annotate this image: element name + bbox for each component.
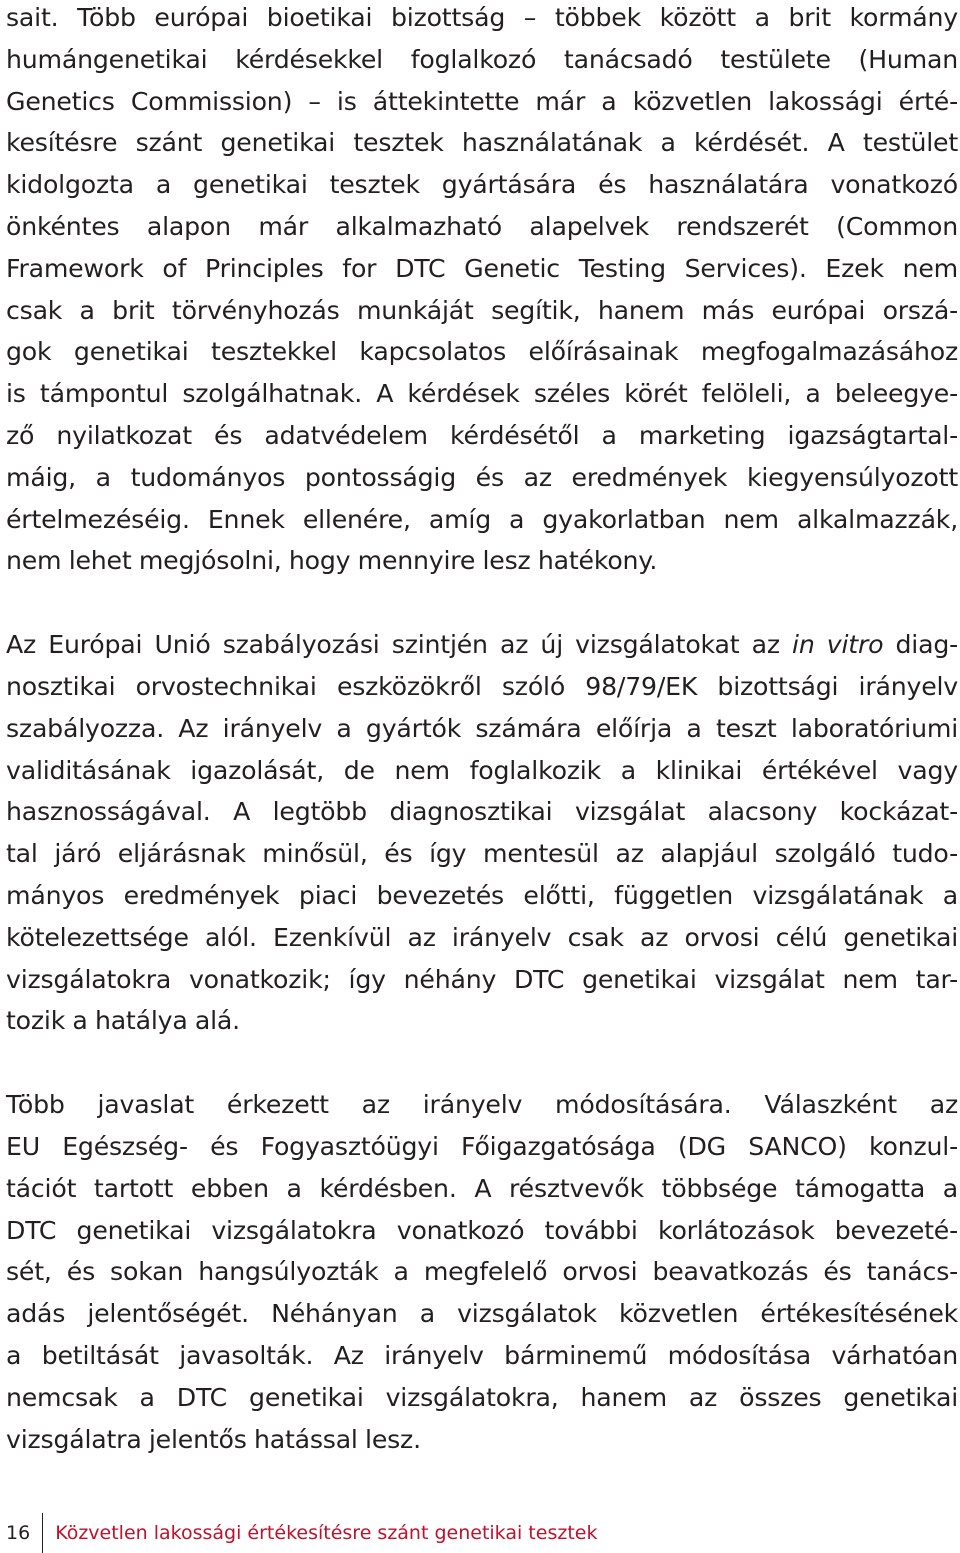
italic-term: in vitro — [792, 630, 884, 660]
paragraph-3-line: adás jelentőségét. Néhányan a vizsgálatok közvetlen értékesítésének — [6, 1299, 958, 1329]
paragraph-3-line: sét, és sokan hangsúlyozták a megfelelő orvosi beavatkozás és tanács- — [6, 1257, 958, 1287]
paragraph-3 — [6, 1084, 958, 1460]
paragraph-1-line: ző nyilatkozat és adatvédelem kérdésétől a marketing igazságtartal- — [6, 420, 958, 450]
paragraph-3-line: EU Egészség- és Fogyasztóügyi Főigazgatósága (DG SANCO) konzul- — [6, 1131, 958, 1161]
paragraph-1-line: sait. Több európai bioetikai bizottság – többek között a brit kormány — [6, 3, 958, 32]
paragraph-3-line: DTC genetikai vizsgálatokra vonatkozó további korlátozások bevezeté- — [6, 1215, 958, 1245]
paragraph-1-line: máig, a tudományos pontosságig és az eredmények kiegyensúlyozott — [6, 462, 958, 492]
paragraph-1 — [6, 0, 958, 582]
paragraph-3-line: tációt tartott ebben a kérdésben. A résztvevők többsége támogatta a — [6, 1173, 958, 1203]
paragraph-1-line: értelmezéséig. Ennek ellenére, amíg a gyakorlatban nem alkalmazzák, — [6, 504, 958, 534]
paragraph-2-line: mányos eredmények piaci bevezetés előtti, független vizsgálatának a — [6, 880, 958, 910]
paragraph-1-line: kesítésre szánt genetikai tesztek használatának a kérdését. A testület — [6, 128, 958, 158]
paragraph-1-line: is támpontul szolgálhatnak. A kérdések széles körét felöleli, a beleegye- — [6, 379, 958, 409]
paragraph-2-line: validitásának igazolását, de nem foglalkozik a klinikai értékével vagy — [6, 755, 958, 785]
paragraph-1-line: Framework of Principles for DTC Genetic Testing Services). Ezek nem — [6, 253, 958, 283]
paragraph-1-line: önkéntes alapon már alkalmazható alapelvek rendszerét (Common — [6, 211, 958, 241]
paragraph-1-line: csak a brit törvényhozás munkáját segítik, hanem más európai orszá- — [6, 295, 958, 325]
paragraph-3-line: a betiltását javasolták. Az irányelv bárminemű módosítása várhatóan — [6, 1340, 958, 1370]
running-title: Közvetlen lakossági értékesítésre szánt genetikai tesztek — [55, 1522, 598, 1544]
paragraph-2-line: szabályozza. Az irányelv a gyártók számára előírja a teszt laboratóriumi — [6, 713, 958, 743]
paragraph-1-line: kidolgozta a genetikai tesztek gyártására és használatára vonatkozó — [6, 170, 958, 200]
paragraph-1-line: gok genetikai tesztekkel kapcsolatos előírásainak megfogalmazásához — [6, 337, 958, 367]
paragraph-2-text: Az Európai Unió szabályozási szintjén az új vizsgálatokat az — [6, 630, 793, 660]
paragraph-2-line: hasznosságával. A legtöbb diagnosztikai vizsgálat alacsony kockázat- — [6, 797, 958, 827]
paragraph-2-line: nosztikai orvostechnikai eszközökről szóló 98/79/EK bizottsági irányelv — [6, 671, 958, 701]
paragraph-2-line: kötelezettsége alól. Ezenkívül az irányelv csak az orvosi célú genetikai — [6, 922, 958, 952]
paragraph-1-line: humángenetikai kérdésekkel foglalkozó tanácsadó testülete (Human — [6, 44, 958, 74]
paragraph-1-line: nem lehet megjósolni, hogy mennyire lesz hatékony. — [6, 546, 658, 576]
text-column — [6, 0, 958, 1460]
page-number: 16 — [6, 1522, 31, 1544]
page-footer — [6, 1513, 597, 1553]
paragraph-2-text: diag- — [883, 630, 959, 660]
paragraph-3-line: Több javaslat érkezett az irányelv módosítására. Válaszként az — [6, 1090, 958, 1120]
paragraph-2-line: tozik a hatálya alá. — [6, 1006, 240, 1036]
paragraph-2-line: vizsgálatokra vonatkozik; így néhány DTC genetikai vizsgálat nem tar- — [6, 964, 958, 994]
paragraph-2 — [6, 624, 958, 1042]
paragraph-3-line: vizsgálatra jelentős hatással lesz. — [6, 1424, 421, 1454]
paragraph-1-line: Genetics Commission) – is áttekintette már a közvetlen lakossági érté- — [6, 86, 958, 116]
paragraph-2-first-line — [6, 624, 958, 666]
footer-divider — [42, 1513, 43, 1553]
paragraph-2-line: tal járó eljárásnak minősül, és így mentesül az alapjául szolgáló tudo- — [6, 839, 958, 869]
paragraph-3-line: nemcsak a DTC genetikai vizsgálatokra, hanem az összes genetikai — [6, 1382, 958, 1412]
